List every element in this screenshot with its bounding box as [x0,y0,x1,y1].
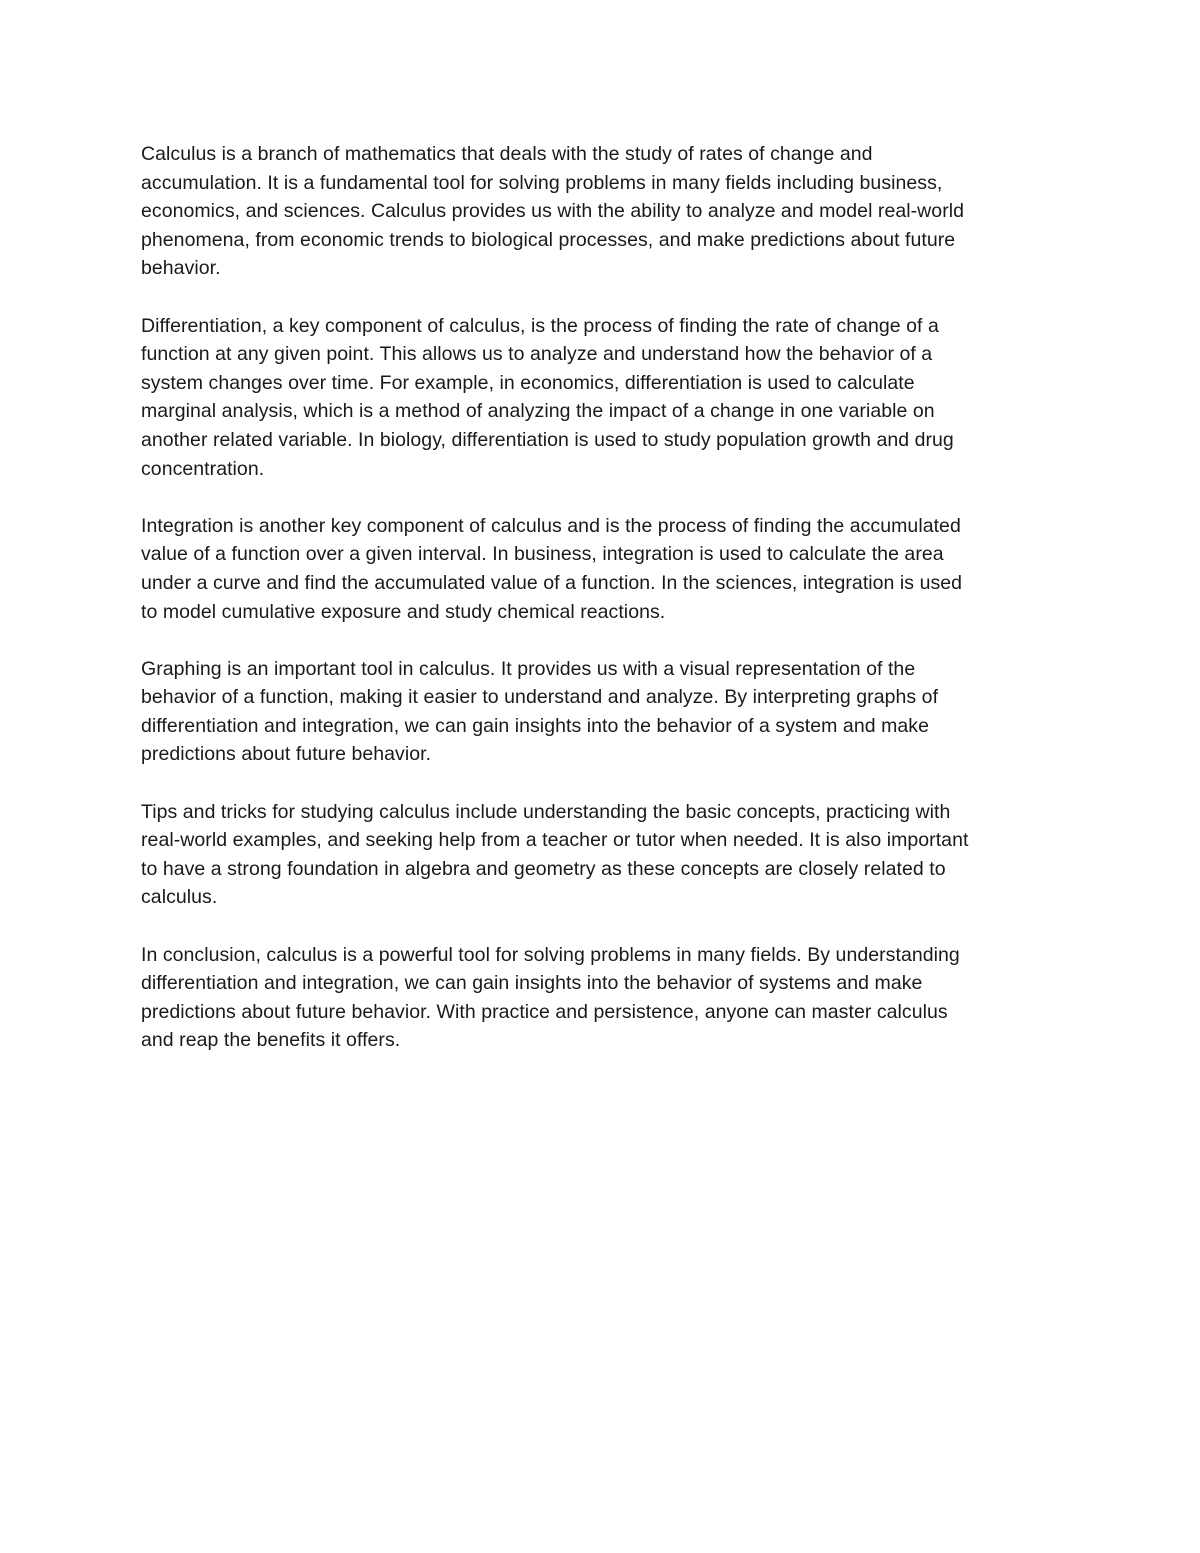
text-line: concentration. [141,457,265,480]
text-line: behavior. [141,257,221,280]
text-line: differentiation and integration, we can gain insights into the behavior of systems and make [141,972,923,995]
paragraph-conclusion [141,941,1059,1055]
text-line: under a curve and find the accumulated value of a function. In the sciences, integration is used [141,571,963,594]
paragraph-graphing [141,655,1059,769]
text-line: Differentiation, a key component of calculus, is the process of finding the rate of change of a [141,314,939,337]
text-line: Tips and tricks for studying calculus include understanding the basic concepts, practicing with [141,800,951,823]
text-line: and reap the benefits it offers. [141,1029,401,1052]
paragraph-intro [141,140,1059,283]
text-line: value of a function over a given interval. In business, integration is used to calculate the area [141,543,944,566]
text-line: system changes over time. For example, in economics, differentiation is used to calculate [141,371,915,394]
text-line: Calculus is a branch of mathematics that deals with the study of rates of change and [141,143,873,165]
paragraph-differentiation [141,312,1059,484]
text-line: calculus. [141,886,218,909]
text-line: Integration is another key component of calculus and is the process of finding the accumulated [141,514,961,537]
text-line: real-world examples, and seeking help from a teacher or tutor when needed. It is also important [141,829,969,852]
text-line: to model cumulative exposure and study chemical reactions. [141,600,666,623]
document-body [141,140,1059,1084]
text-line: marginal analysis, which is a method of analyzing the impact of a change in one variable on [141,400,935,423]
text-line: economics, and sciences. Calculus provides us with the ability to analyze and model real-world [141,200,965,223]
text-line: phenomena, from economic trends to biological processes, and make predictions about future [141,228,956,251]
text-line: function at any given point. This allows us to analyze and understand how the behavior of a [141,343,933,366]
text-line: another related variable. In biology, differentiation is used to study population growth and drug [141,428,954,451]
text-line: behavior of a function, making it easier to understand and analyze. By interpreting graphs of [141,686,939,709]
text-line: Graphing is an important tool in calculus. It provides us with a visual representation of the [141,657,916,680]
text-line: predictions about future behavior. [141,743,432,766]
text-line: to have a strong foundation in algebra and geometry as these concepts are closely related to [141,857,946,880]
text-line: In conclusion, calculus is a powerful tool for solving problems in many fields. By understanding [141,943,960,966]
paragraph-tips [141,798,1059,912]
text-line: accumulation. It is a fundamental tool for solving problems in many fields including business, [141,171,943,194]
paragraph-integration [141,512,1059,626]
text-line: differentiation and integration, we can gain insights into the behavior of a system and make [141,714,929,737]
text-line: predictions about future behavior. With practice and persistence, anyone can master calculus [141,1000,948,1023]
